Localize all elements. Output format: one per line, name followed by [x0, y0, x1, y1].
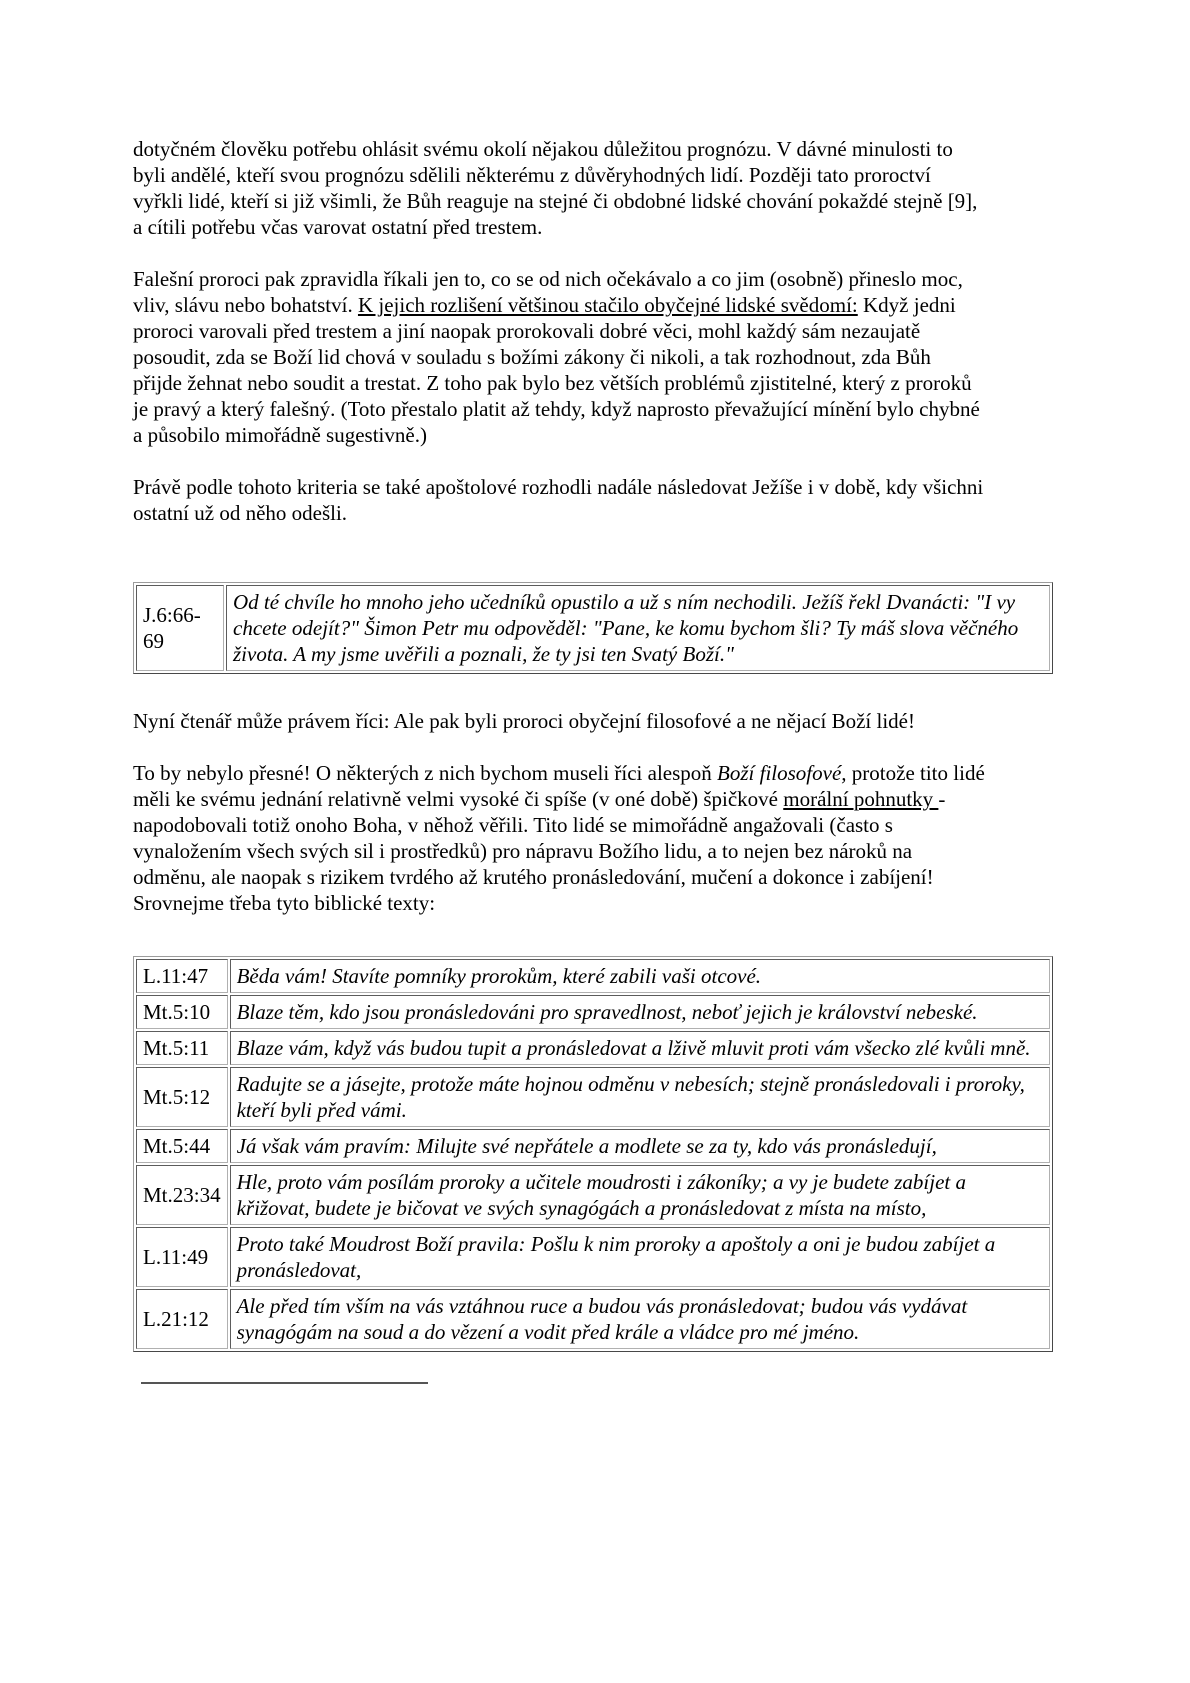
verse-reference: Mt.5:12	[136, 1067, 228, 1127]
verse-text: Já však vám pravím: Milujte své nepřátele a modlete se za ty, kdo vás pronásledují,	[230, 1129, 1050, 1163]
verse-text: Blaze vám, když vás budou tupit a pronásledovat a lživě mluvit proti vám všecko zlé kvůli mně.	[230, 1031, 1050, 1065]
paragraph-false-prophets	[133, 266, 985, 448]
table-row	[136, 1129, 1050, 1163]
paragraph-text: protože tito lidé měli ke svému jednání relativně velmi vysoké či spíše (v oné době) špičkové	[133, 761, 985, 811]
verse-reference: Mt.5:10	[136, 995, 228, 1029]
paragraph-reader-objection: Nyní čtenář může právem říci: Ale pak byli proroci obyčejní filosofové a ne nějací Boží lidé!	[133, 709, 915, 733]
paragraph-text: - napodobovali totiž onoho Boha, v něhož věřili. Tito lidé se mimořádně angažovali (často s vynaložením všech svých sil i prostředků) pro nápravu Božího lidu, a to nejen bez nároků na odměnu, ale naopak s rizikem tvrdého až krutého pronásledování, mučení a dokonce i zabíjení! Srovnejme třeba tyto biblické texty:	[133, 787, 946, 915]
paragraph-text: To by nebylo přesné! O některých z nich bychom museli říci alespoň	[133, 761, 718, 785]
verse-reference: L.11:49	[136, 1227, 228, 1287]
table-row	[136, 959, 1050, 993]
table-row	[136, 995, 1050, 1029]
verse-text: Blaze těm, kdo jsou pronásledováni pro spravedlnost, neboť jejich je království nebeské.	[230, 995, 1050, 1029]
verse-text: Od té chvíle ho mnoho jeho učedníků opustilo a už s ním nechodili. Ježíš řekl Dvanácti: "I vy chcete odejít?" Šimon Petr mu odpověděl: "Pane, ke komu bychom šli? Ty máš slova věčného života. A my jsme uvěřili a poznali, že ty jsi ten Svatý Boží."	[226, 585, 1050, 671]
footnote-separator	[141, 1382, 428, 1384]
table-row	[136, 1067, 1050, 1127]
verse-reference: J.6:66-69	[136, 585, 224, 671]
verse-text: Běda vám! Stavíte pomníky prorokům, které zabili vaši otcové.	[230, 959, 1050, 993]
scripture-quote-table-persecution	[133, 956, 1053, 1352]
paragraph-apostles-criterion: Právě podle tohoto kriteria se také apoštolové rozhodli nadále následovat Ježíše i v době, kdy všichni ostatní už od něho odešli.	[133, 475, 984, 525]
table-row	[136, 1289, 1050, 1349]
verse-reference: Mt.5:44	[136, 1129, 228, 1163]
italic-text: Boží filosofové,	[717, 761, 847, 785]
verse-reference: L.21:12	[136, 1289, 228, 1349]
underlined-text: K jejich rozlišení většinou stačilo obyčejné lidské svědomí:	[357, 293, 858, 317]
table-row	[136, 1031, 1050, 1065]
underlined-text: morální pohnutky	[783, 787, 939, 811]
verse-text: Radujte se a jásejte, protože máte hojnou odměnu v nebesích; stejně pronásledovali i proroky, kteří byli před vámi.	[230, 1067, 1050, 1127]
paragraph-prophecy-intro: dotyčném člověku potřebu ohlásit svému okolí nějakou důležitou prognózu. V dávné minulosti to byli andělé, kteří svou prognózu sdělili některému z důvěryhodných lidí. Později tato proroctví vyřkli lidé, kteří si již všimli, že Bůh reaguje na stejné či obdobné lidské chování pokaždé stejně [9], a cítili potřebu včas varovat ostatní před trestem.	[133, 137, 978, 239]
paragraph-text: Když jedni proroci varovali před trestem a jiní naopak prorokovali dobré věci, mohl každý sám nezaujatě posoudit, zda se Boží lid chová v souladu s božími zákony či nikoli, a tak rozhodnout, zda Bůh přijde žehnat nebo soudit a trestat. Z toho pak bylo bez větších problémů zjistitelné, který z proroků je pravý a který falešný. (Toto přestalo platit až tehdy, když naprosto převažující mínění bylo chybné a působilo mimořádně sugestivně.)	[133, 293, 980, 447]
verse-reference: L.11:47	[136, 959, 228, 993]
verse-text: Hle, proto vám posílám proroky a učitele moudrosti i zákoníky; a vy je budete zabíjet a křižovat, budete je bičovat ve svých synagógách a pronásledovat z místa na místo,	[230, 1165, 1050, 1225]
verse-reference: Mt.5:11	[136, 1031, 228, 1065]
table-row	[136, 585, 1050, 671]
table-row	[136, 1165, 1050, 1225]
verse-text: Ale před tím vším na vás vztáhnou ruce a budou vás pronásledovat; budou vás vydávat synagógám na soud a do vězení a vodit před krále a vládce pro mé jméno.	[230, 1289, 1050, 1349]
table-row	[136, 1227, 1050, 1287]
verse-text: Proto také Moudrost Boží pravila: Pošlu k nim proroky a apoštoly a oni je budou zabíjet a pronásledovat,	[230, 1227, 1050, 1287]
scripture-quote-table-john	[133, 582, 1053, 674]
verse-reference: Mt.23:34	[136, 1165, 228, 1225]
paragraph-text: Falešní proroci pak zpravidla říkali jen to, co se od nich očekávalo a co jim (osobně) přineslo moc, vliv, slávu nebo bohatství.	[133, 267, 963, 317]
paragraph-god-philosophers	[133, 760, 985, 916]
